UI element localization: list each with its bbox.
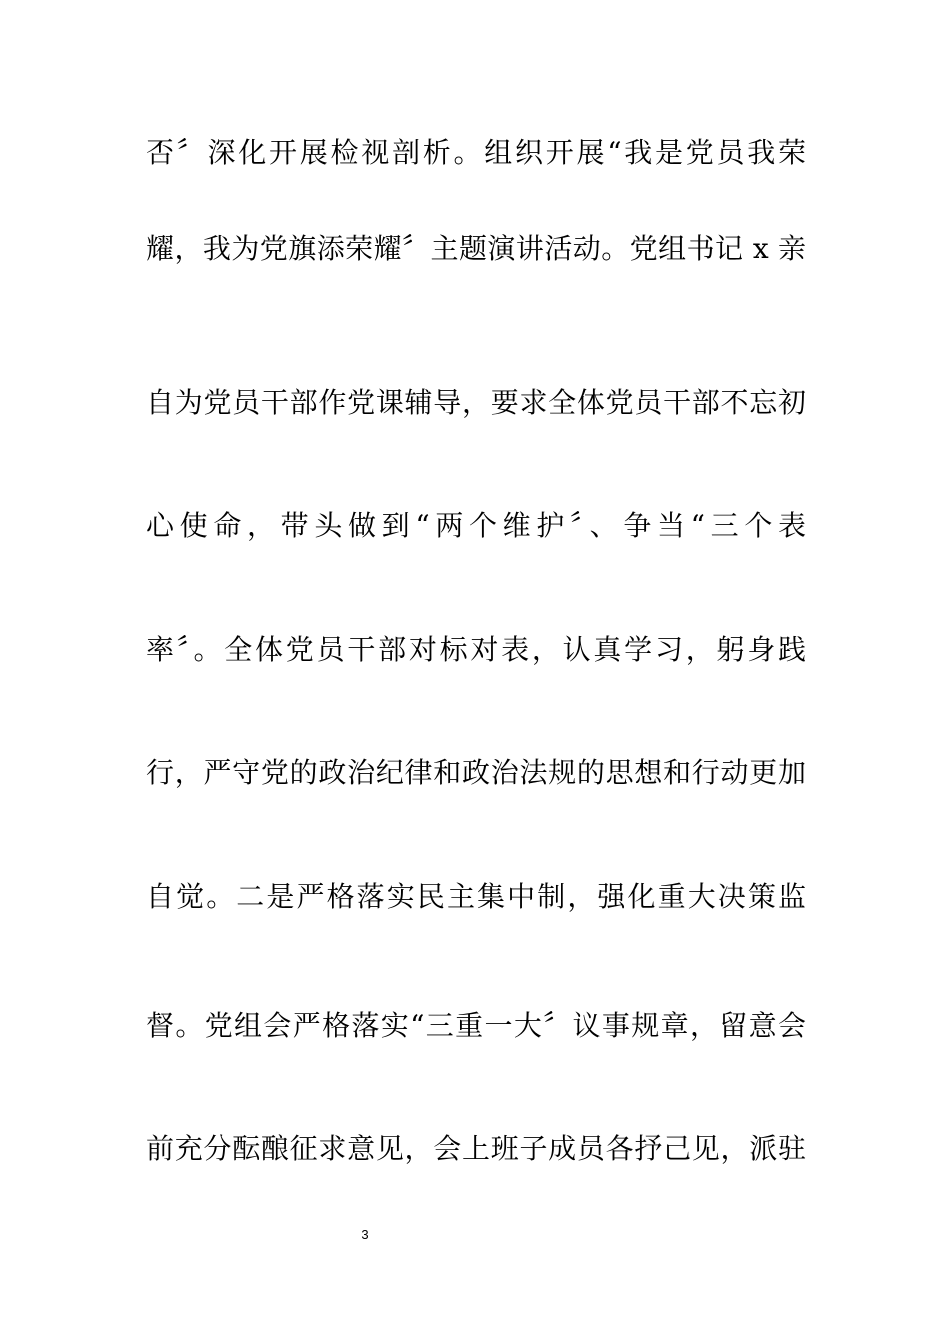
- body-text-line: 否〞深化开展检视剖析。组织开展“我是党员我荣: [146, 136, 806, 169]
- body-text-line: 自为党员干部作党课辅导，要求全体党员干部不忘初: [146, 386, 806, 419]
- body-text-line: 前充分酝酿征求意见，会上班子成员各抒己见，派驻: [146, 1132, 806, 1165]
- body-text-line: 行，严守党的政治纪律和政治法规的思想和行动更加: [146, 756, 806, 789]
- body-text-line: 自觉。二是严格落实民主集中制，强化重大决策监: [146, 880, 806, 913]
- body-text-line: 心使命，带头做到“两个维护〞、争当“三个表: [146, 509, 806, 542]
- page-number: 3: [361, 1227, 369, 1242]
- body-text-line: 耀，我为党旗添荣耀〞主题演讲活动。党组书记 x 亲: [146, 232, 806, 265]
- body-text-line: 率〞。全体党员干部对标对表，认真学习，躬身践: [146, 633, 806, 666]
- body-text-line: 督。党组会严格落实“三重一大〞议事规章，留意会: [146, 1009, 806, 1042]
